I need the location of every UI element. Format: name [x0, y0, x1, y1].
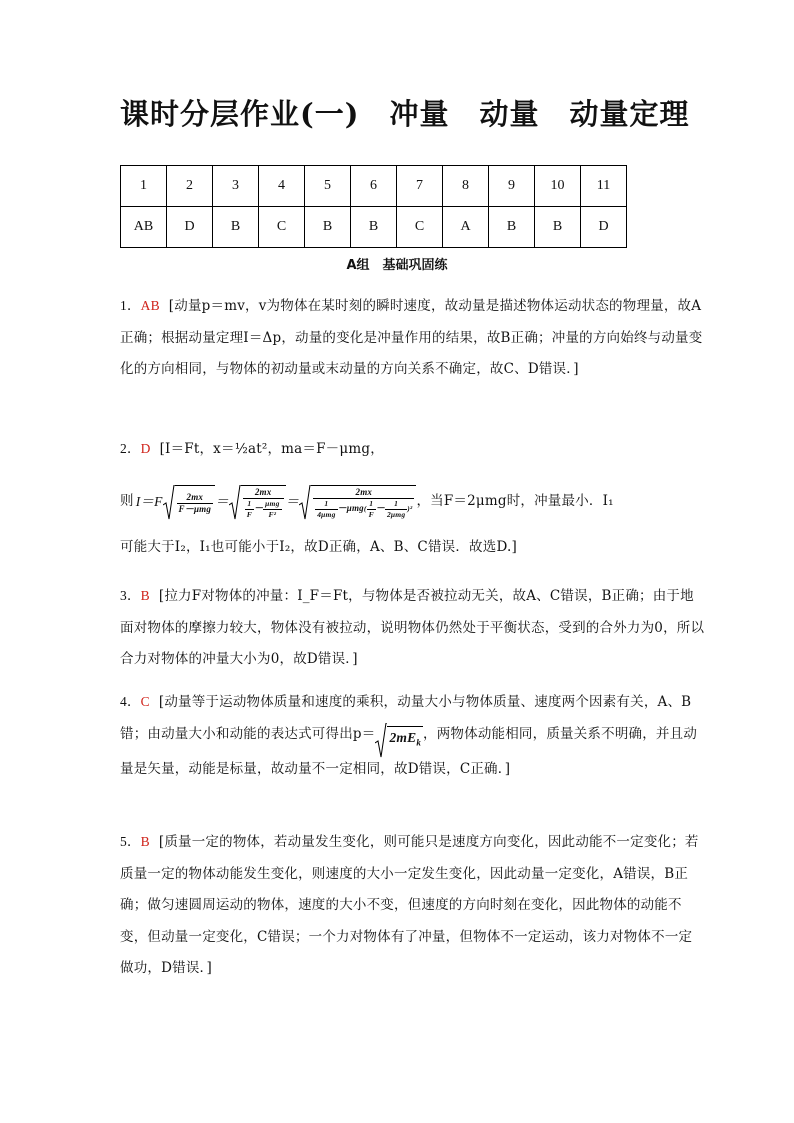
- question-number: 11: [581, 166, 627, 207]
- group-heading: A组 基础巩固练: [346, 258, 448, 273]
- radical-sign-icon: [229, 485, 241, 521]
- question-number: 5: [305, 166, 351, 207]
- item-explanation-part1: [动量等于运动物体质量和速度的乘积，动量大小与物体质量、速度两个因素有关，A、B错；由动量大小和动能的表达式可得出p＝: [120, 694, 692, 742]
- item-number: 5．: [120, 834, 141, 849]
- answer-cell: AB: [121, 207, 167, 248]
- item-explanation-line3: 可能大于I₂，I₁也可能小于I₂，故D正确，A、B、C错误．故选D.]: [120, 539, 517, 555]
- item-explanation-part2: ，两物体动能相同，质量关系不明确，并且动量是矢量，动能是标量，故动量不一定相同，故D错误，C正确．]: [120, 725, 698, 777]
- answer-cell: B: [351, 207, 397, 248]
- answer-cell: D: [581, 207, 627, 248]
- answer-cell: D: [167, 207, 213, 248]
- question-number: 6: [351, 166, 397, 207]
- sqrt-2mek: $2mE_k$: [375, 723, 423, 755]
- item-answer: C: [140, 694, 150, 709]
- question-number: 1: [121, 166, 167, 207]
- item-number: 3．: [120, 588, 141, 603]
- item-answer: B: [140, 834, 150, 849]
- page-title: 课时分层作业(一) 冲量 动量 动量定理: [120, 97, 690, 131]
- sqrt-term-3: 2mx $\frac{1}{\text{4μmg}}$ －μmg( $\frac{1}{F}$ － $\frac{1}{\text{2μmg}}$ )²: [299, 485, 416, 520]
- answer-cell: B: [489, 207, 535, 248]
- answer-cell: B: [305, 207, 351, 248]
- answer-table-number-row: [121, 166, 627, 207]
- solution-item-1: [120, 290, 705, 386]
- item-answer: D: [140, 441, 151, 456]
- answer-cell: C: [259, 207, 305, 248]
- answer-cell: C: [397, 207, 443, 248]
- question-number: 4: [259, 166, 305, 207]
- answer-cell: B: [535, 207, 581, 248]
- radical-sign-icon: [375, 723, 387, 759]
- question-number: 8: [443, 166, 489, 207]
- sqrt-term-1: $\frac{2mx}{\text{F－μmg}}$: [163, 485, 216, 520]
- question-number: 3: [213, 166, 259, 207]
- formula-prefix: 则: [120, 493, 134, 510]
- question-number: 9: [489, 166, 535, 207]
- item-number: 4．: [120, 694, 141, 709]
- item-answer: AB: [140, 298, 160, 313]
- item-number: 1．: [120, 298, 141, 313]
- answer-cell: B: [213, 207, 259, 248]
- item-explanation: [拉力F对物体的冲量：I_F＝Ft，与物体是否被拉动无关，故A、C错误，B正确；由于地面对物体的摩擦力较大，物体没有被拉动，说明物体仍然处于平衡状态，受到的合外力为0，所以合力对物体的冲量大小为0，故D错误．]: [120, 588, 705, 667]
- question-number: 7: [397, 166, 443, 207]
- answer-table-answer-row: [121, 207, 627, 248]
- item-explanation-line1: [I＝Ft，x＝½at²，ma＝F－μmg，: [159, 441, 384, 457]
- answer-cell: A: [443, 207, 489, 248]
- radical-sign-icon: [299, 485, 311, 521]
- formula-lhs: I＝F: [135, 494, 163, 510]
- solution-item-4: [120, 686, 705, 786]
- solution-item-5: [120, 826, 705, 985]
- item-answer: B: [140, 588, 150, 603]
- item-explanation: [动量p＝mv，v为物体在某时刻的瞬时速度，故动量是描述物体运动状态的物理量，故A正确；根据动量定理I＝Δp，动量的变化是冲量作用的结果，故B正确；冲量的方向始终与动量变化的方向相同，与物体的初动量或末动量的方向关系不确定，故C、D错误．]: [120, 298, 703, 377]
- solution-item-2: [120, 433, 705, 563]
- sqrt-term-2: 2mx $\frac{1}{F}$ － $\frac{\text{μmg}}{\text{F²}}$: [229, 485, 286, 520]
- radical-sign-icon: [163, 485, 175, 521]
- impulse-formula-line: 则 I＝F $\frac{2mx}{\text{F－μmg}}$ ＝ 2mx $\frac{1}{F}$ － $\frac{\text{μmg}}{\text{F²}}$ ＝ 2mx $\frac{1}{\text{4μmg}}$ －μmg( $\frac{1}{F}$ － $\frac{1}{\text{2μmg}}$ )² ，当F＝2μmg时，冲量最小．I₁: [120, 480, 705, 524]
- answer-table: [120, 165, 627, 248]
- question-number: 2: [167, 166, 213, 207]
- question-number: 10: [535, 166, 581, 207]
- formula-suffix: ，当F＝2μmg时，冲量最小．I₁: [416, 493, 614, 510]
- solution-item-3: [120, 580, 705, 676]
- item-number: 2．: [120, 441, 141, 456]
- item-explanation: [质量一定的物体，若动量发生变化，则可能只是速度方向变化，因此动能不一定变化；若质量一定的物体动能发生变化，则速度的大小一定发生变化，因此动量一定变化，A错误，B正确；做匀速圆周运动的物体，速度的大小不变，但速度的方向时刻在变化，因此物体的动能不变，但动量一定变化，C错误；一个力对物体有了冲量，但物体不一定运动，该力对物体不一定做功，D错误．]: [120, 834, 699, 976]
